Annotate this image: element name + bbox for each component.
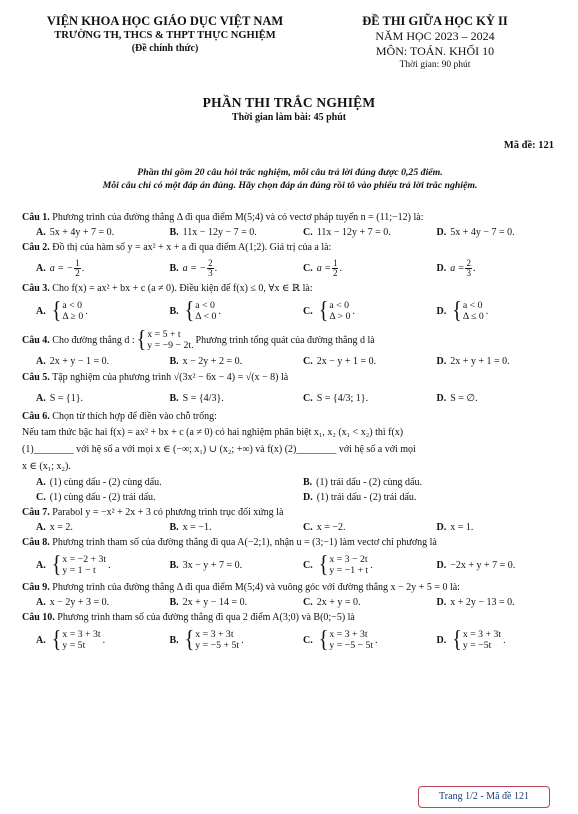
option-a[interactable]: A. { x = 3 + 3t y = 5t . <box>36 626 106 654</box>
question-number: Câu 5. <box>22 372 50 383</box>
option-b[interactable]: B. x = −1. <box>169 522 212 533</box>
question-number: Câu 2. <box>22 242 50 253</box>
question-list <box>22 210 556 655</box>
question-10 <box>22 610 556 655</box>
question-1 <box>22 210 556 240</box>
parametric-system: { x = 3 + 3t y = −5 − 5t <box>318 626 374 654</box>
parametric-system: { x = 3 − 2t y = −1 + t <box>318 551 369 579</box>
question-stem: Phương trình tham số của đường thẳng đi qua 2 điểm A(3;0) và B(0;−5) là <box>57 612 355 623</box>
question-5 <box>22 369 556 409</box>
parametric-system: { x = 3 + 3t y = 5t <box>51 626 101 654</box>
option-c[interactable]: C. { x = 3 + 3t y = −5 − 5t . <box>303 626 378 654</box>
question-number: Câu 10. <box>22 612 55 623</box>
question-number: Câu 8. <box>22 537 50 548</box>
option-a[interactable]: A. S = {1}. <box>36 392 84 404</box>
line-parametric-system: { x = 5 + t y = −9 − 2t. <box>136 326 194 354</box>
option-d[interactable]: D. { a < 0 Δ ≤ 0 . <box>436 297 489 325</box>
question-stem: Chọn từ thích hợp để điền vào chỗ trống: <box>52 411 217 422</box>
option-c[interactable]: C. S = {4/3; 1}. <box>303 392 369 404</box>
system-of-conditions: { a < 0 Δ ≥ 0 <box>51 297 84 325</box>
institution-header <box>20 14 310 55</box>
option-a[interactable]: A. { x = −2 + 3t y = 1 − t . <box>36 551 111 579</box>
exam-duration: Thời gian: 90 phút <box>399 60 471 70</box>
institute-name: VIỆN KHOA HỌC GIÁO DỤC VIỆT NAM <box>46 14 284 28</box>
system-of-conditions: { a < 0 Δ < 0 <box>184 297 217 325</box>
fraction: $\frac{1}{2}$ <box>332 257 338 278</box>
question-stem: Cho đường thẳng d : <box>52 334 135 346</box>
option-a[interactable]: A. a = − $\frac{1}{2}$ . <box>36 257 85 278</box>
fraction: $\frac{1}{2}$ <box>75 257 80 278</box>
option-a[interactable]: A. (1) cùng dấu - (2) cùng dấu. <box>36 477 162 488</box>
fill-in-text-line: Nếu tam thức bậc hai f(x) = ax² + bx + c (a ≠ 0) có hai nghiệm phân biệt x₁, x₂ (x₁ < x₂) thì f(x) <box>22 427 404 438</box>
question-7 <box>22 505 556 535</box>
option-d[interactable]: D. (1) trái dấu - (2) trái dấu. <box>303 492 417 503</box>
question-stem: Phương trình của đường thẳng Δ đi qua điểm M(5;4) và vuông góc với đường thẳng x − 2y + 5 = 0 là: <box>52 582 460 593</box>
section-header <box>0 95 578 124</box>
option-c[interactable]: C. 2x − y + 1 = 0. <box>303 356 377 367</box>
option-c[interactable]: C. x = −2. <box>303 522 346 533</box>
option-b[interactable]: B. 11x − 12y − 7 = 0. <box>169 227 257 238</box>
fill-in-text-line: x ∈ (x₁; x₂). <box>22 461 71 472</box>
question-stem: Cho f(x) = ax² + bx + c (a ≠ 0). Điều kiện để f(x) ≤ 0, ∀x ∈ ℝ là: <box>52 283 313 294</box>
option-d[interactable]: D. 5x + 4y − 7 = 0. <box>436 227 515 238</box>
instruction-line: Mỗi câu chỉ có một đáp án đúng. Hãy chọn đáp án đúng rồi tô vào phiếu trả lời trắc nghiệm. <box>102 180 478 191</box>
question-number: Câu 3. <box>22 283 50 294</box>
option-d[interactable]: D. −2x + y + 7 = 0. <box>436 559 516 571</box>
section-title: PHẦN THI TRẮC NGHIỆM <box>202 95 376 110</box>
question-3 <box>22 281 556 326</box>
question-number: Câu 7. <box>22 507 50 518</box>
question-stem: Tập nghiệm của phương trình √(3x² − 6x − 4) = √(x − 8) là <box>52 372 289 383</box>
exam-title: ĐỀ THI GIỮA HỌC KỲ II <box>362 14 508 28</box>
option-a[interactable]: A. { a < 0 Δ ≥ 0 . <box>36 297 88 325</box>
question-6 <box>22 409 556 505</box>
option-c[interactable]: C. { x = 3 − 2t y = −1 + t . <box>303 551 373 579</box>
option-b[interactable]: B. 2x + y − 14 = 0. <box>169 597 248 608</box>
section-time: Thời gian làm bài: 45 phút <box>231 112 347 123</box>
question-4 <box>22 326 556 369</box>
option-c[interactable]: C. a = $\frac{1}{2}$ . <box>303 257 342 278</box>
official-note: (Đề chính thức) <box>131 43 199 54</box>
option-d[interactable]: D. { x = 3 + 3t y = −5t . <box>436 626 506 654</box>
option-d[interactable]: D. 2x + y + 1 = 0. <box>436 356 510 367</box>
parametric-system: { x = −2 + 3t y = 1 − t <box>51 551 107 579</box>
fill-in-text-line: (1)________ với hệ số a với mọi x ∈ (−∞; x₁) ∪ (x₂; +∞) và f(x) (2)________ với hệ số a với mọi <box>22 444 416 455</box>
option-b[interactable]: B. a = − $\frac{2}{3}$ . <box>169 257 218 278</box>
exam-header <box>310 14 560 72</box>
option-a[interactable]: A. x = 2. <box>36 522 73 533</box>
parametric-system: { x = 3 + 3t y = −5 + 5t <box>184 626 240 654</box>
question-number: Câu 1. <box>22 212 50 223</box>
school-year: NĂM HỌC 2023 – 2024 <box>375 29 495 43</box>
fraction: $\frac{2}{3}$ <box>208 257 213 278</box>
page-footer: Trang 1/2 - Mã đề 121 <box>418 786 550 808</box>
question-2 <box>22 240 556 281</box>
question-number: Câu 4. <box>22 334 50 346</box>
option-c[interactable]: C. (1) cùng dấu - (2) trái dấu. <box>36 492 156 503</box>
fraction: $\frac{2}{3}$ <box>466 257 471 278</box>
option-b[interactable]: B. x − 2y + 2 = 0. <box>169 356 243 367</box>
option-d[interactable]: D. a = $\frac{2}{3}$ . <box>436 257 476 278</box>
option-a[interactable]: A. x − 2y + 3 = 0. <box>36 597 110 608</box>
option-c[interactable]: C. 2x + y = 0. <box>303 597 361 608</box>
option-c[interactable]: C. 11x − 12y + 7 = 0. <box>303 227 391 238</box>
question-stem: Phương trình tham số của đường thẳng đi qua A(−2;1), nhận u = (3;−1) làm vectơ chỉ phương là <box>52 537 437 548</box>
question-stem: Đồ thị của hàm số y = ax² + x + a đi qua điểm A(1;2). Giá trị của a là: <box>52 242 332 253</box>
system-of-conditions: { a < 0 Δ ≤ 0 <box>452 297 484 325</box>
question-stem: Phương trình của đường thẳng Δ đi qua điểm M(5;4) và có vectơ pháp tuyến n = (11;−12) là: <box>52 212 424 223</box>
school-name: TRƯỜNG TH, THCS & THPT THỰC NGHIỆM <box>54 30 276 41</box>
option-a[interactable]: A. 5x + 4y + 7 = 0. <box>36 227 115 238</box>
option-b[interactable]: B. { a < 0 Δ < 0 . <box>169 297 221 325</box>
option-d[interactable]: D. x = 1. <box>436 522 474 533</box>
system-of-conditions: { a < 0 Δ > 0 <box>318 297 351 325</box>
instructions <box>20 166 560 192</box>
question-stem-end: Phương trình tổng quát của đường thẳng d là <box>195 334 375 346</box>
question-stem: Parabol y = −x² + 2x + 3 có phương trình trục đối xứng là <box>52 507 284 518</box>
question-9 <box>22 580 556 610</box>
option-c[interactable]: C. { a < 0 Δ > 0 . <box>303 297 355 325</box>
question-number: Câu 9. <box>22 582 50 593</box>
option-d[interactable]: D. S = ∅. <box>436 392 478 404</box>
exam-code: Mã đề: 121 <box>503 140 554 151</box>
instruction-line: Phần thi gồm 20 câu hỏi trắc nghiệm, mỗi câu trả lời đúng được 0,25 điểm. <box>137 167 443 178</box>
option-b[interactable]: B. 3x − y + 7 = 0. <box>169 559 243 571</box>
question-8 <box>22 535 556 580</box>
question-number: Câu 6. <box>22 411 50 422</box>
option-b[interactable]: B. (1) trái dấu - (2) cùng dấu. <box>303 477 422 488</box>
option-d[interactable]: D. x + 2y − 13 = 0. <box>436 597 515 608</box>
option-b[interactable]: B. S = {4/3}. <box>169 392 224 404</box>
parametric-system: { x = 3 + 3t y = −5t <box>452 626 502 654</box>
option-a[interactable]: A. 2x + y − 1 = 0. <box>36 356 110 367</box>
option-b[interactable]: B. { x = 3 + 3t y = −5 + 5t . <box>169 626 244 654</box>
subject: MÔN: TOÁN. KHỐI 10 <box>375 44 495 58</box>
